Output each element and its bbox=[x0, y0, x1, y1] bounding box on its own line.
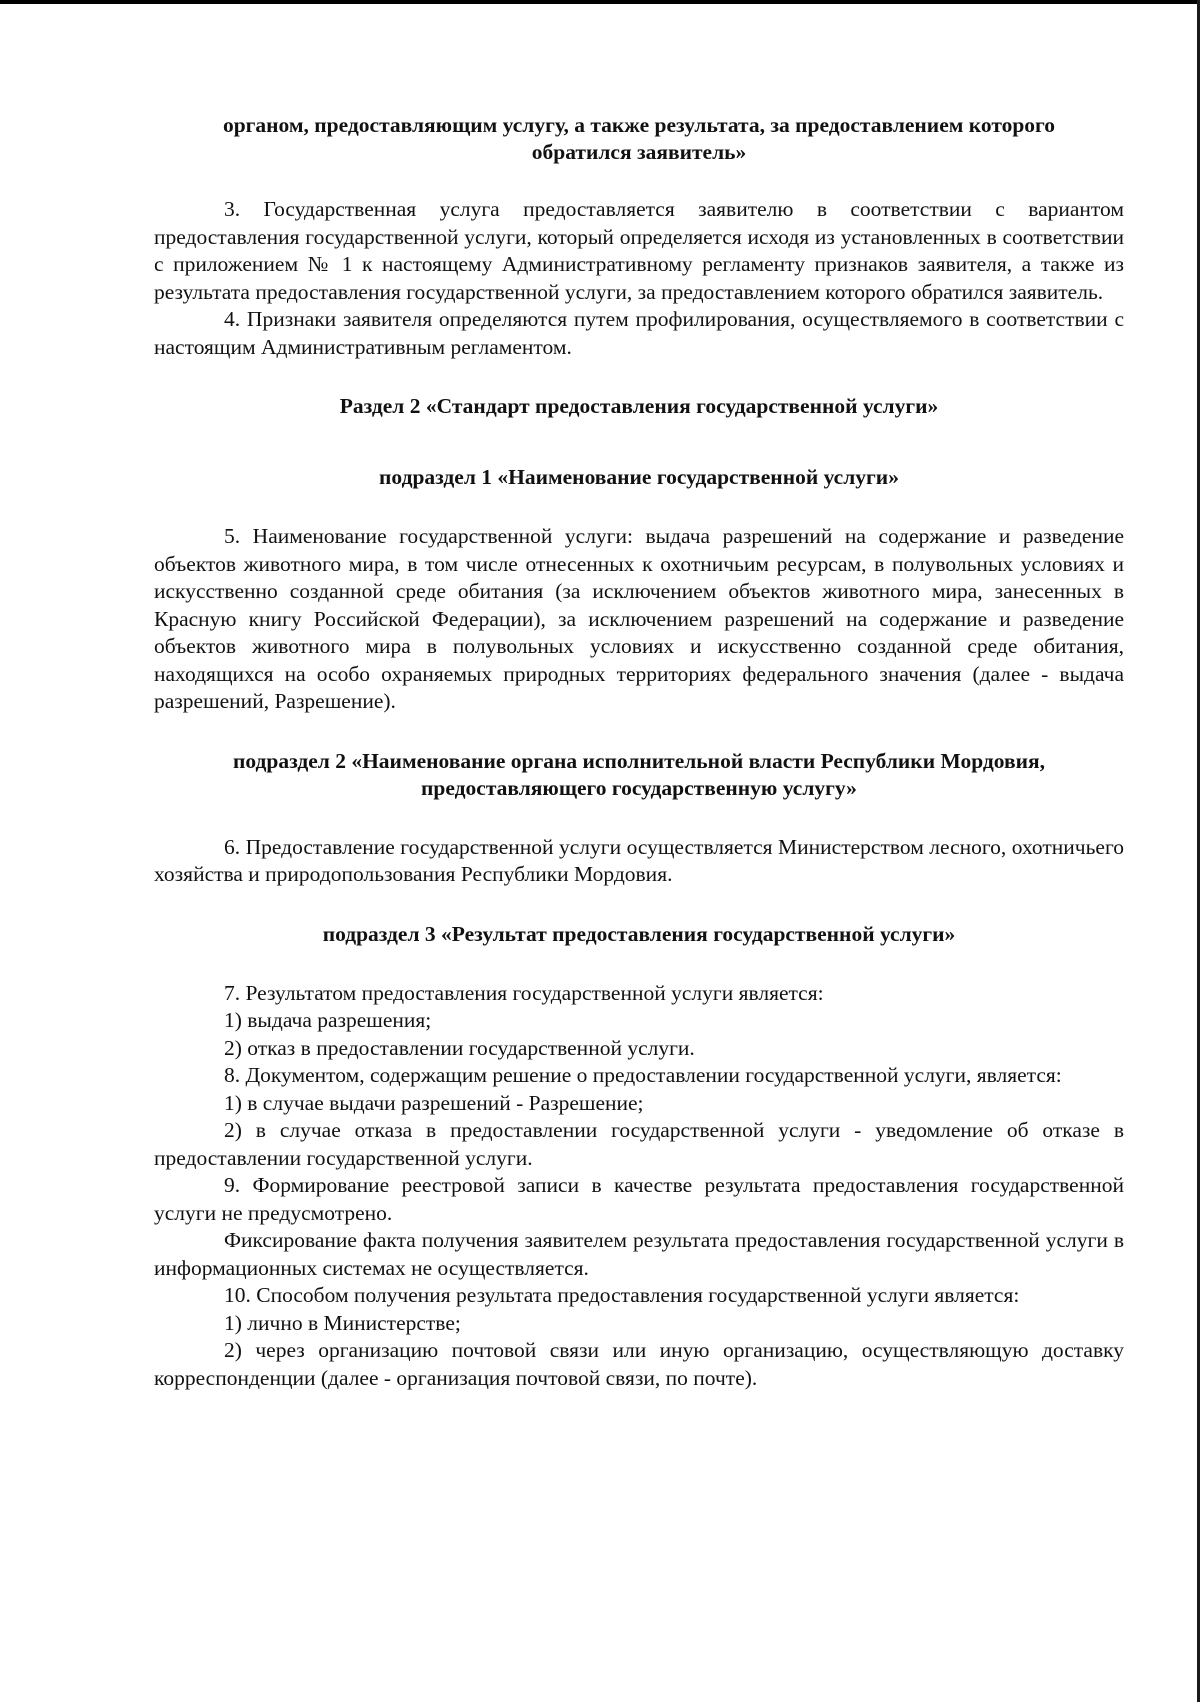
paragraph-4: 4. Признаки заявителя определяются путем профилирования, осуществляемого в соответствии с настоящим Административным регламентом. bbox=[154, 307, 1124, 359]
paragraph-8-item-2: 2) в случае отказа в предоставлении государственной услуги - уведомление об отказе в предоставлении государственной услуги. bbox=[154, 1118, 1124, 1170]
intro-heading-line1: органом, предоставляющим услугу, а также результата, за предоставлением которого bbox=[222, 113, 1056, 137]
paragraph-5: 5. Наименование государственной услуги: выдача разрешений на содержание и разведение объектов животного мира, в том числе отнесенных к охотничьим ресурсам, в полувольных условиях и искусственно созданной среде обитания (за исключением объектов животного мира, занесенных в Красную книгу Российской Федерации), за исключением разрешений на содержание и разведение объектов животного мира в полувольных условиях и искусственно созданной среде обитания, находящихся на особо охраняемых природных территориях федерального значения (далее - выдача разрешений, Разрешение). bbox=[154, 524, 1124, 713]
subsection-2-heading-line1: подраздел 2 «Наименование органа исполнительной власти Республики Мордовия, bbox=[233, 748, 1045, 773]
paragraph-9-continued: Фиксирование факта получения заявителем результата предоставления государственной услуги в информационных системах не осуществляется. bbox=[154, 1228, 1124, 1280]
subsection-3-heading: подраздел 3 «Результат предоставления государственной услуги» bbox=[322, 921, 956, 946]
section-2-heading: Раздел 2 «Стандарт предоставления государственной услуги» bbox=[339, 394, 939, 418]
paragraph-8-item-1: 1) в случае выдачи разрешений - Разрешение; bbox=[224, 1090, 644, 1115]
paragraph-7: 7. Результатом предоставления государственной услуги является: bbox=[224, 980, 824, 1005]
subsection-2-heading-line2: предоставляющего государственную услугу» bbox=[421, 775, 857, 800]
paragraph-3: 3. Государственная услуга предоставляется заявителю в соответствии с вариантом предоставления государственной услуги, который определяется исходя из установленных в соответствии с приложением № 1 к настоящему Административному регламенту признаков заявителя, а также из результата предоставления государственной услуги, за предоставлением которого обратился заявитель. bbox=[154, 197, 1124, 304]
paragraph-7-item-1: 1) выдача разрешения; bbox=[224, 1008, 432, 1032]
intro-heading-line2: обратился заявитель» bbox=[531, 140, 747, 164]
paragraph-10-item-1: 1) лично в Министерстве; bbox=[224, 1310, 461, 1335]
subsection-2-heading bbox=[154, 748, 1124, 802]
document-page bbox=[154, 112, 1124, 1392]
paragraph-8: 8. Документом, содержащим решение о предоставлении государственной услуги, является: bbox=[224, 1063, 1062, 1087]
paragraph-7-item-2: 2) отказ в предоставлении государственной услуги. bbox=[224, 1035, 695, 1060]
paragraph-10-item-2: 2) через организацию почтовой связи или иную организацию, осуществляющую доставку корреспонденции (далее - организация почтовой связи, по почте). bbox=[154, 1338, 1124, 1390]
paragraph-10: 10. Способом получения результата предоставления государственной услуги является: bbox=[224, 1283, 1020, 1307]
subsection-1-heading: подраздел 1 «Наименование государственной услуги» bbox=[379, 465, 899, 489]
paragraph-6: 6. Предоставление государственной услуги осуществляется Министерством лесного, охотничьего хозяйства и природопользования Республики Мордовия. bbox=[154, 834, 1124, 886]
intro-heading bbox=[154, 112, 1124, 166]
scan-top-border bbox=[0, 0, 1200, 4]
paragraph-9: 9. Формирование реестровой записи в качестве результата предоставления государственной услуги не предусмотрено. bbox=[154, 1173, 1124, 1225]
